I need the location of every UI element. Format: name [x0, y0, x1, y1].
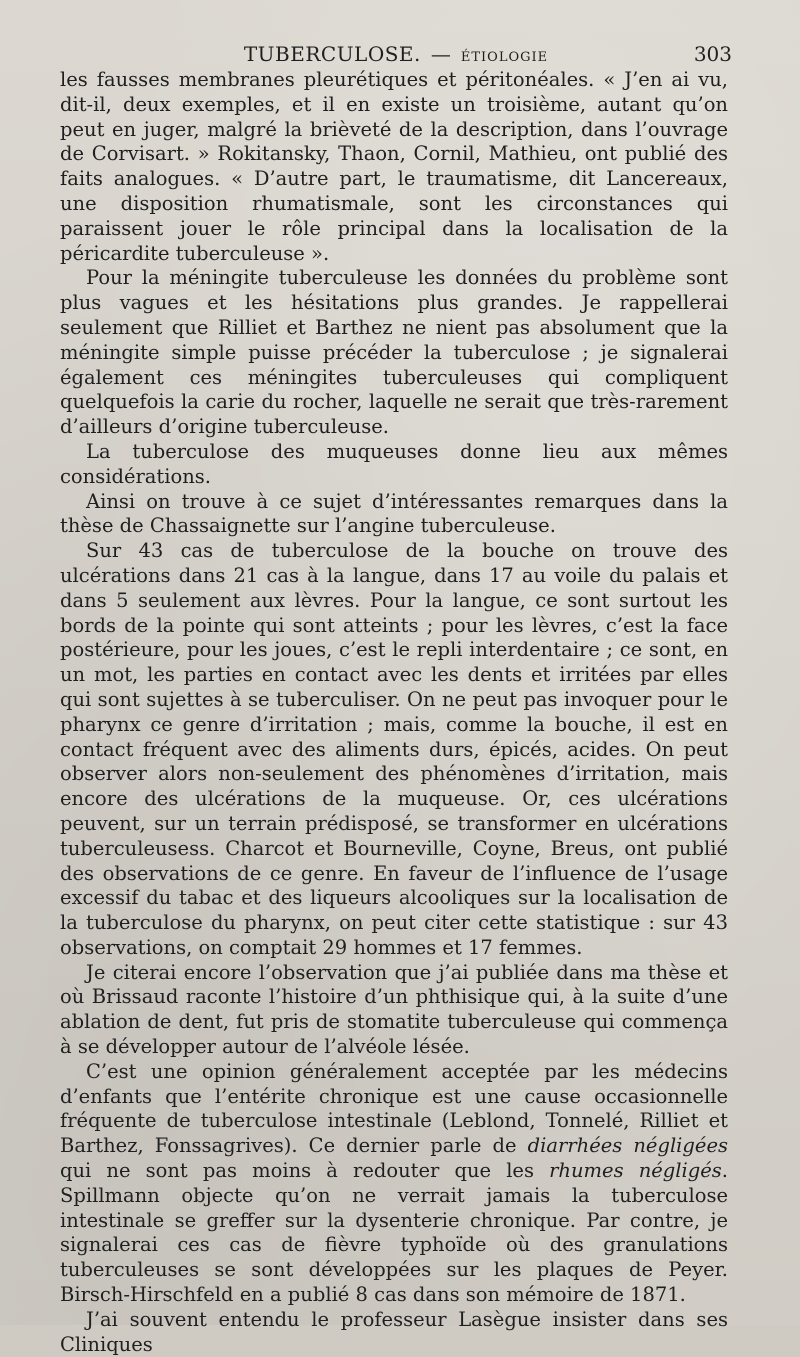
paragraph	[60, 1060, 728, 1308]
text-run: qui ne sont pas moins à redouter que les	[60, 1159, 550, 1183]
italic-phrase: rhumes négligés	[549, 1159, 722, 1183]
paragraph: Pour la méningite tuberculeuse les données du problème sont plus vagues et les hésitations plus grandes. Je rappellerai seulement que Rilliet et Barthez ne nient pas absolument que la méningite simple puisse précéder la tuberculose ; je signalerai également ces méningites tuberculeuses qui compliquent quelquefois la carie du rocher, laquelle ne serait que très-rarement d’ailleurs d’origine tuberculeuse.	[60, 266, 728, 439]
paragraph: les fausses membranes pleurétiques et péritonéales. « J’en ai vu, dit-il, deux exemples, et il en existe un troisième, autant qu’on peut en juger, malgré la brièveté de la description, dans l’ouvrage de Corvisart. » Rokitansky, Thaon, Cornil, Mathieu, ont publié des faits analogues. « D’autre part, le traumatisme, dit Lancereaux, une disposition rhumatismale, sont les circonstances qui paraissent jouer le rôle principal dans la localisation de la péricardite tuberculeuse ».	[60, 68, 728, 265]
page-number: 303	[693, 42, 732, 66]
italic-phrase: diarrhées négligées	[527, 1134, 728, 1158]
paragraph: Sur 43 cas de tuberculose de la bouche on trouve des ulcérations dans 21 cas à la langue, dans 17 au voile du palais et dans 5 seulement aux lèvres. Pour la langue, ce sont surtout les bords de la pointe qui sont atteints ; pour les lèvres, c’est la face postérieure, pour les joues, c’est le repli interdentaire ; ce sont, en un mot, les parties en contact avec les dents et irritées par elles qui sont sujettes à se tuberculiser. On ne peut pas invoquer pour le pharynx ce genre d’irritation ; mais, comme la bouche, il est en contact fréquent avec des aliments durs, épicés, acides. On peut observer alors non-seulement des phénomènes d’irritation, mais encore des ulcérations de la muqueuse. Or, ces ulcérations peuvent, sur un terrain prédisposé, se transformer en ulcérations tuberculeusess. Charcot et Bourneville, Coyne, Breus, ont publié des observations de ce genre. En faveur de l’influence de l’usage excessif du tabac et des liqueurs alcooliques sur la localisation de la tuberculose du pharynx, on peut citer cette statistique : sur 43 observations, on comptait 29 hommes et 17 femmes.	[60, 539, 728, 959]
text-run: . Spillmann objecte qu’on ne verrait jamais la tuberculose intestinale se greffer sur la dysenterie chronique. Par contre, je signalerai ces cas de fièvre typhoïde où des granulations tuberculeuses se sont développées sur les plaques de Peyer. Birsch-Hirschfeld en a publié 8 cas dans son mémoire de 1871.	[60, 1159, 728, 1307]
header-title: TUBERCULOSE.	[243, 42, 421, 66]
paragraph: Je citerai encore l’observation que j’ai publiée dans ma thèse et où Brissaud raconte l’histoire d’un phthisique qui, à la suite d’une ablation de dent, fut pris de stomatite tuberculeuse qui commença à se développer autour de l’alvéole lésée.	[60, 960, 728, 1059]
body-text	[60, 68, 728, 1356]
text-run: C’est une opinion généralement acceptée par les médecins d’enfants que l’entérite chronique est une cause occasionnelle fréquente de tuberculose intestinale (Leblond, Tonnelé, Rilliet et Barthez, Fonssagrives). Ce dernier parle de	[60, 1059, 728, 1158]
header-subtitle: ÉTIOLOGIE	[460, 50, 549, 65]
header-dash: —	[430, 42, 451, 66]
running-header	[60, 28, 732, 64]
paragraph: J’ai souvent entendu le professeur Lasègue insister dans ses Cliniques	[60, 1307, 728, 1356]
paragraph: La tuberculose des muqueuses donne lieu aux mêmes considérations.	[60, 439, 728, 488]
paragraph: Ainsi on trouve à ce sujet d’intéressantes remarques dans la thèse de Chassaignette sur l’angine tuberculeuse.	[60, 489, 728, 538]
